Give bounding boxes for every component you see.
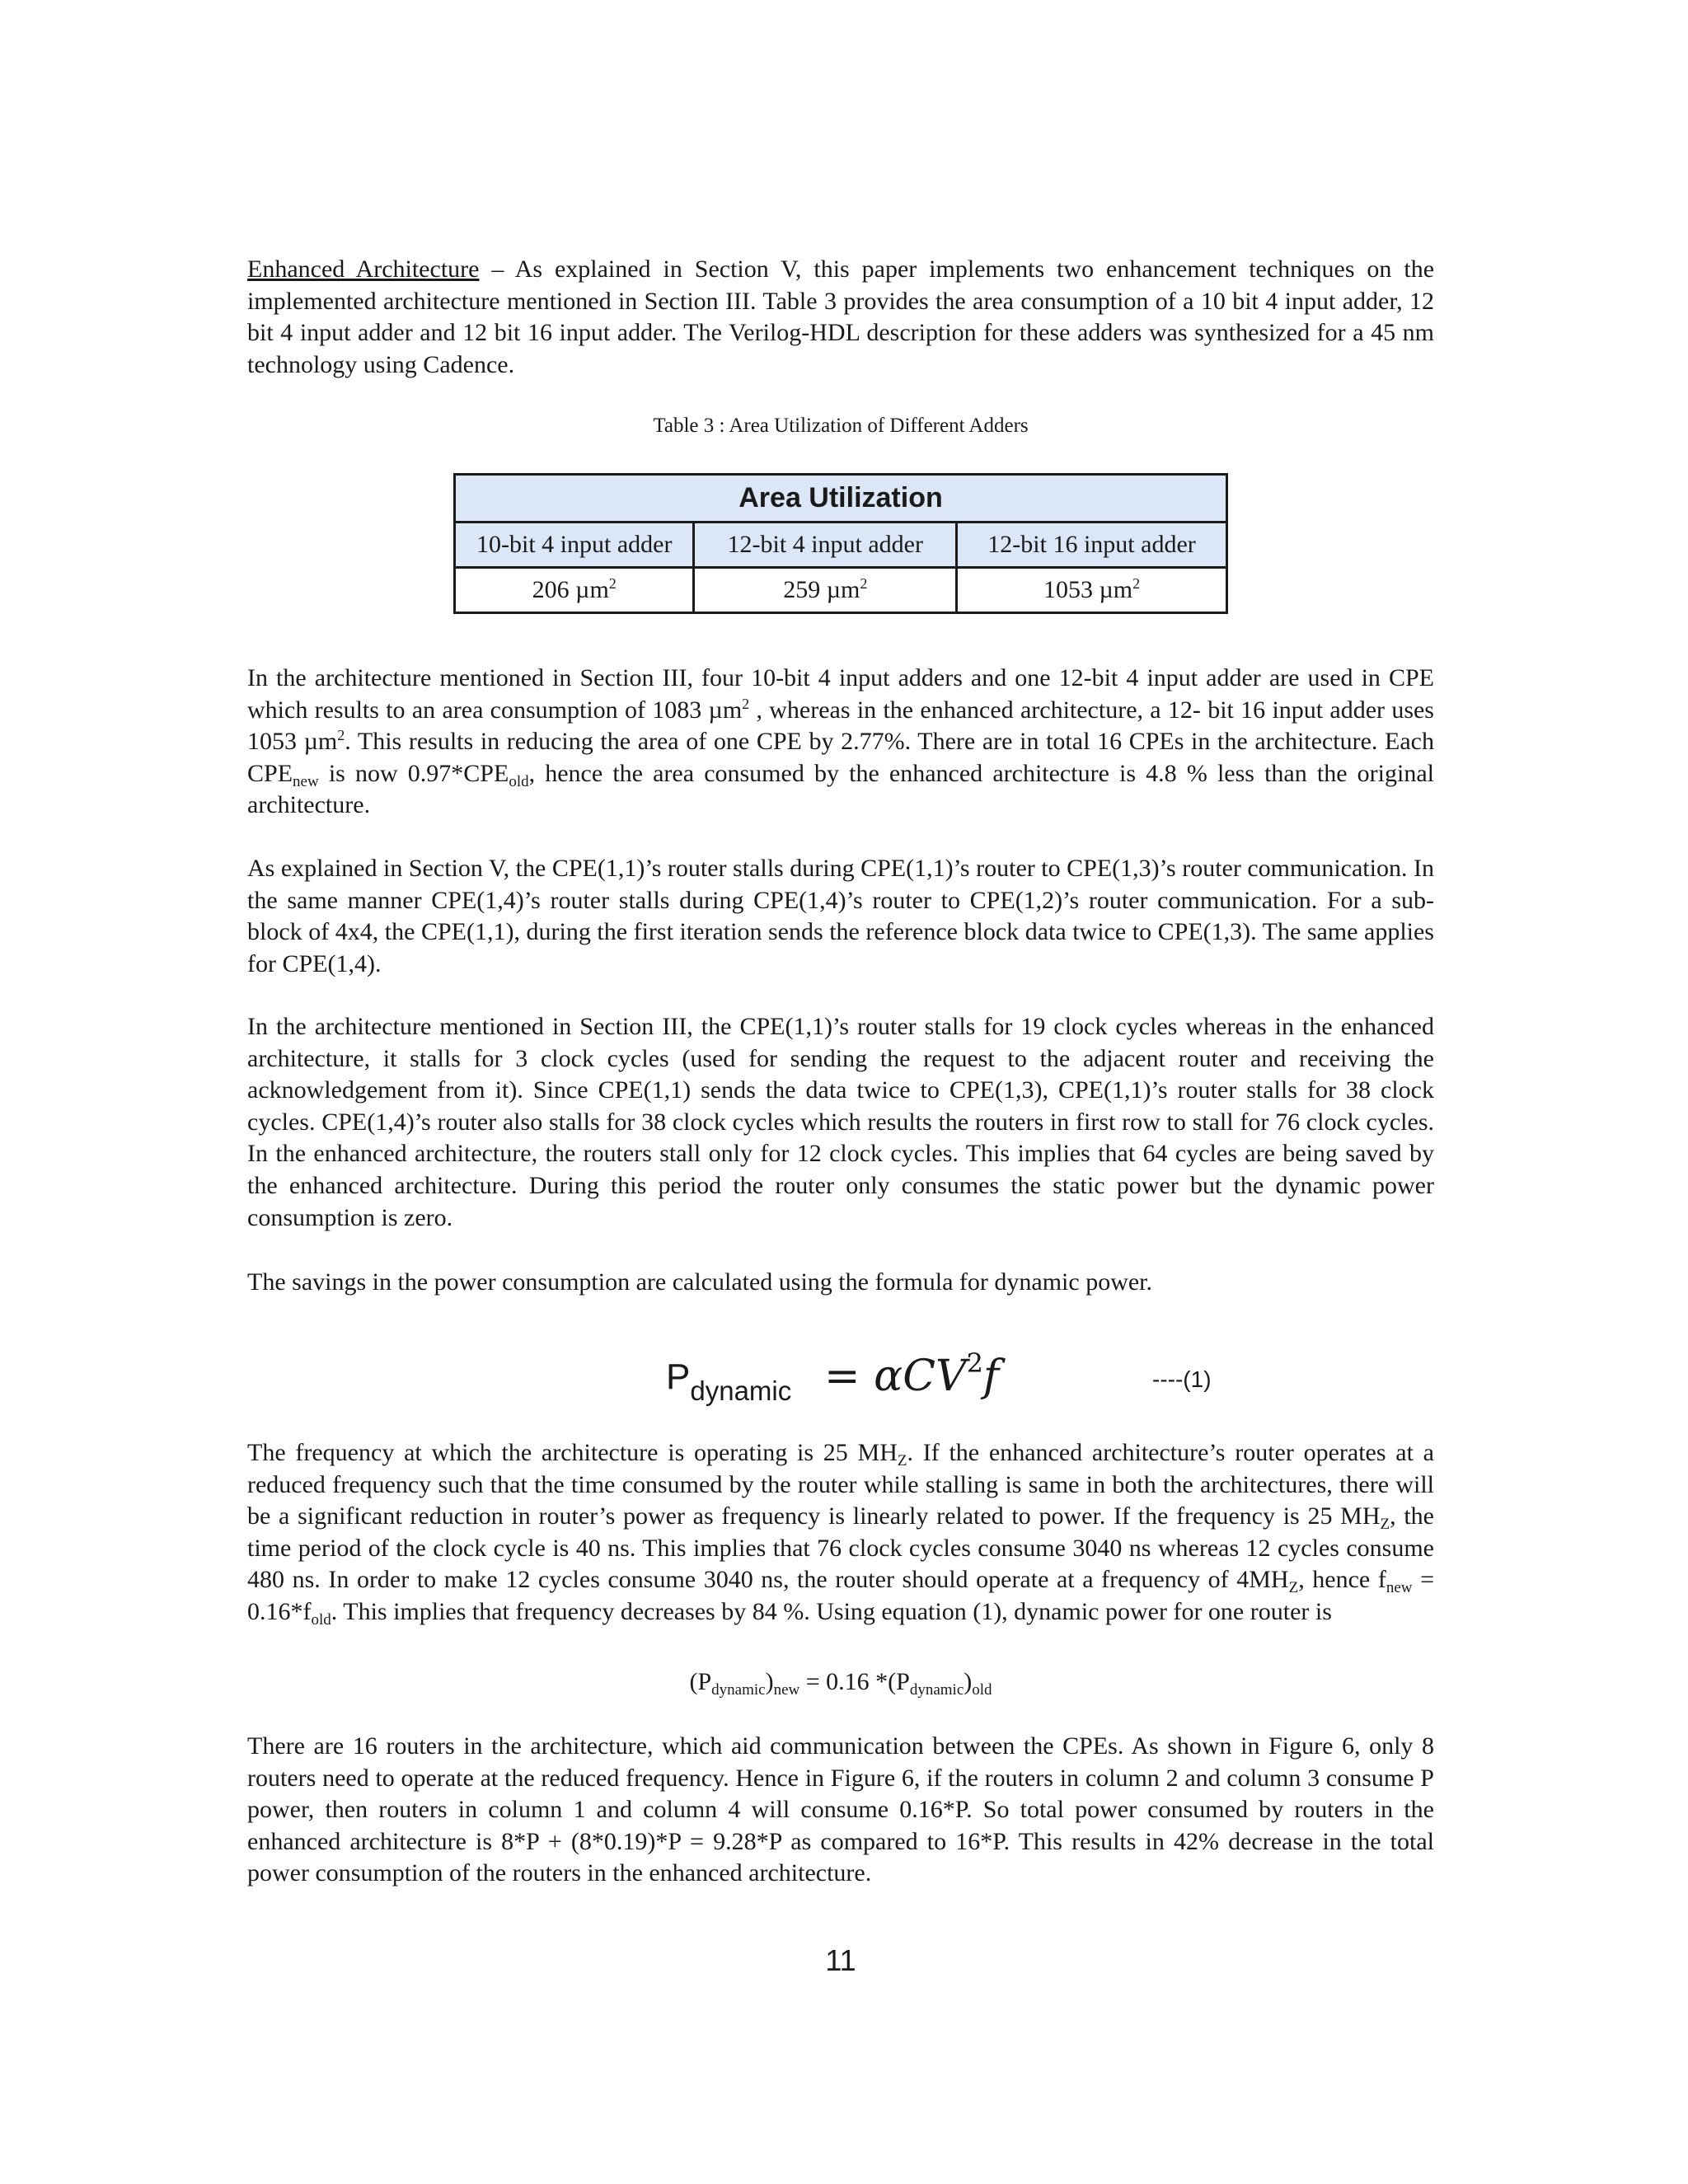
table-header: Area Utilization	[455, 475, 1227, 523]
table-cell: 259 µm$^2$	[694, 568, 957, 613]
column-header: 12-bit 4 input adder	[694, 523, 957, 568]
table-caption: Table 3 : Area Utilization of Different Adders	[653, 415, 1029, 437]
paragraph-text: – As explained in Section V, this paper implements two enhancement techniques on the implemented architecture mentioned in Section III. Table 3 provides the area consumption of a 10 bit 4 input adder, 12 bit 4 input adder and 12 bit 16 input adder. The Verilog-HDL description for these adders was synthesized for a 45 nm technology using Cadence.	[247, 255, 1435, 378]
equation-dynamic-power: $P_{dynamic}$ = αCV$^2$f ----(1)	[666, 1347, 1212, 1406]
paragraph-enhanced-architecture	[247, 254, 1434, 381]
equation-number: ----(1)	[1152, 1366, 1212, 1392]
table-cell: 206 µm$^2$	[455, 568, 694, 613]
area-utilization-table	[453, 473, 1228, 614]
table-cell: 1053 µm$^2$	[957, 568, 1227, 613]
paragraph-clock-cycles: In the architecture mentioned in Section III, the CPE(1,1)’s router stalls for 19 clock cycles whereas in the enhanced architecture, it stalls for 3 clock cycles (used for sending the request to the adjacent router and receiving the acknowledgement from it). Since CPE(1,1) sends the data twice to CPE(1,3), CPE(1,1)’s router stalls for 38 clock cycles. CPE(1,4)’s router also stalls for 38 clock cycles which results the routers in first row to stall for 76 clock cycles. In the enhanced architecture, the routers stall only for 12 clock cycles. This implies that 64 cycles are being saved by the enhanced architecture. During this period the router only consumes the static power but the dynamic power consumption is zero.	[247, 1013, 1434, 1231]
paragraph-router-stall: As explained in Section V, the CPE(1,1)’s router stalls during CPE(1,1)’s router to CPE(1,3)’s router communication. In the same manner CPE(1,4)’s router stalls during CPE(1,4)’s router to CPE(1,2)’s router communication. For a sub-block of 4x4, the CPE(1,1), during the first iteration sends the reference block data twice to CPE(1,3). The same applies for CPE(1,4).	[247, 855, 1434, 977]
column-header: 10-bit 4 input adder	[455, 523, 694, 568]
equation-router-power: $(P_{dynamic})_{new} = 0.16$ $*(P_{dynamic})_{old}$	[689, 1668, 992, 1699]
paragraph-area: In the architecture mentioned in Section III, four 10-bit 4 input adders and one 12-bit 4 input adder are used in CPE which results to an area consumption of 1083 µm$^2$ , whereas in the enhanced architecture, a 12- bit 16 input adder uses 1053 µm$^2$. This results in reducing the area of one CPE by 2.77%. There are in total 16 CPEs in the architecture. Each $CPE_{new}$ is now $0.97*CPE_{old}$, hence the area consumed by the enhanced architecture is 4.8 % less than the original architecture.	[247, 664, 1434, 819]
page-number: 11	[825, 1943, 856, 1977]
column-header: 12-bit 16 input adder	[957, 523, 1227, 568]
paragraph-total-power: There are 16 routers in the architecture, which aid communication between the CPEs. As shown in Figure 6, only 8 routers need to operate at the reduced frequency. Hence in Figure 6, if the routers in column 2 and column 3 consume P power, then routers in column 1 and column 4 will consume 0.16*P. So total power consumed by routers in the enhanced architecture is 8*P + (8*0.19)*P = 9.28*P as compared to 16*P. This results in 42% decrease in the total power consumption of the routers in the enhanced architecture.	[247, 1732, 1434, 1887]
paragraph-frequency: The frequency at which the architecture is operating is 25 $MH_Z$. If the enhanced architecture’s router operates at a reduced frequency such that the time consumed by the router while stalling is same in both the architectures, there will be a significant reduction in router’s power as frequency is linearly related to power. If the frequency is 25 $MH_Z$, the time period of the clock cycle is 40 ns. This implies that 76 clock cycles consume 3040 ns whereas 12 cycles consume 480 ns. In order to make 12 cycles consume 3040 ns, the router should operate at a frequency of $4MH_Z$, hence $f_{new} = 0.16*f_{old}$. This implies that frequency decreases by 84 %. Using equation (1), dynamic power for one router is	[247, 1439, 1434, 1629]
section-heading: Enhanced Architecture	[247, 255, 480, 283]
paragraph-power-savings: The savings in the power consumption are calculated using the formula for dynamic power.	[247, 1268, 1153, 1296]
